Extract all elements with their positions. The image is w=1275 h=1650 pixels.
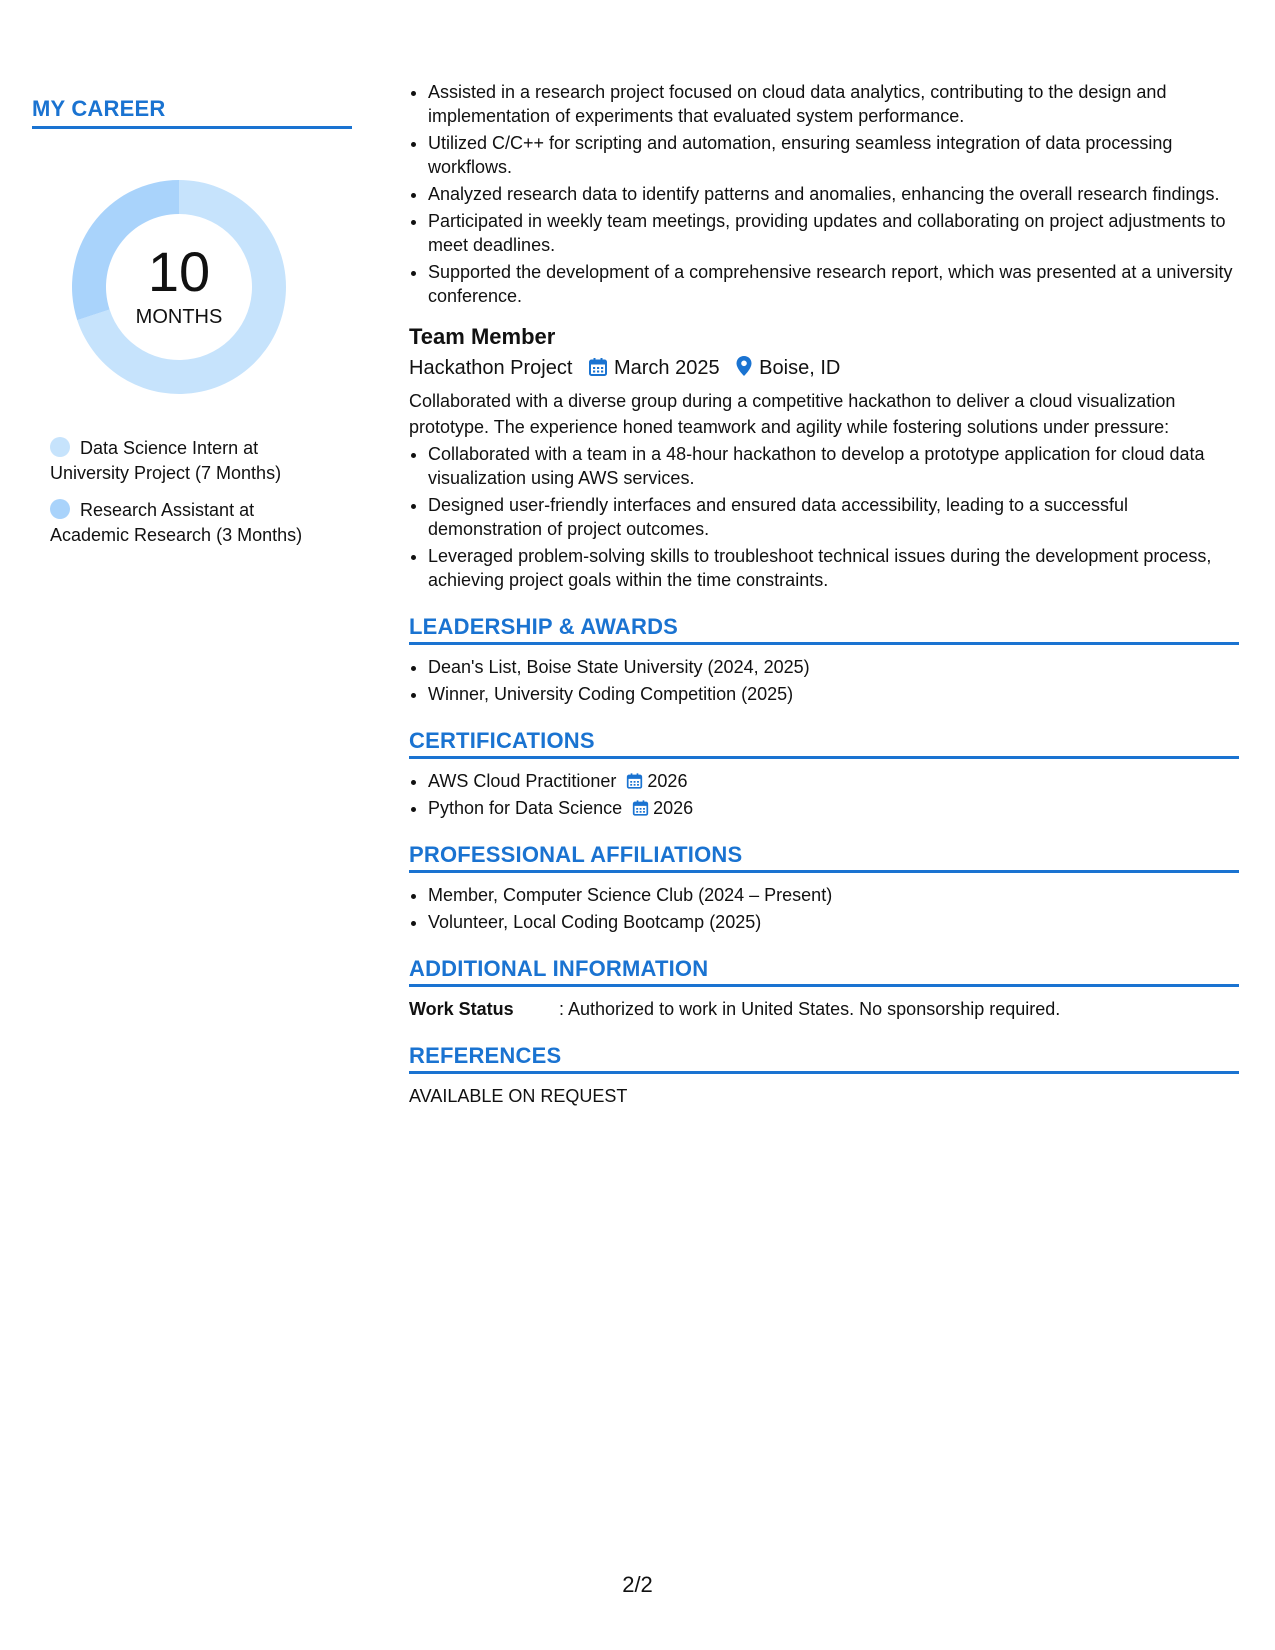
job-description: Collaborated with a diverse group during a competitive hackathon to deliver a cloud visualization prototype. The experience honed teamwork and agility while fostering solutions under pressure:: [409, 391, 1176, 437]
career-legend: [50, 436, 352, 548]
legend-label: Research Assistant at Academic Research (3 Months): [50, 500, 303, 545]
list-item: • Utilized C/C++ for scripting and automation, ensuring seamless integration of data processing workflows.: [428, 131, 1239, 179]
calendar-icon: [626, 772, 643, 790]
legend-dot: [50, 437, 70, 457]
job-title: Team Member: [409, 324, 556, 349]
leadership-section-title: LEADERSHIP & AWARDS: [409, 614, 1239, 645]
list-item: • Member, Computer Science Club (2024 – Present): [428, 883, 1239, 907]
page-number: 2/2: [622, 1572, 653, 1597]
main-column: [409, 80, 1239, 1108]
location-pin-icon: [735, 355, 753, 377]
list-item: • Assisted in a research project focused on cloud data analytics, contributing to the design and implementation of experiments that evaluated system performance.: [428, 80, 1239, 128]
job-location: Boise, ID: [759, 357, 841, 379]
list-item: • Winner, University Coding Competition (2025): [428, 682, 1239, 706]
cert-year: 2026: [647, 771, 688, 791]
job-meta: [409, 354, 1239, 382]
legend-dot: [50, 499, 70, 519]
calendar-icon: [632, 799, 649, 817]
work-status-row: [409, 997, 1239, 1021]
list-item: • Designed user-friendly interfaces and ensured data accessibility, leading to a successful demonstration of project outcomes.: [428, 493, 1239, 541]
list-item: [428, 769, 1239, 793]
legend-label: Data Science Intern at University Project (7 Months): [50, 438, 282, 483]
cert-name: Python for Data Science: [428, 798, 623, 818]
career-sidebar: [32, 96, 352, 560]
list-item: • Collaborated with a team in a 48-hour hackathon to develop a prototype application for cloud data visualization using AWS services.: [428, 442, 1239, 490]
list-item: • Supported the development of a comprehensive research report, which was presented at a university conference.: [428, 260, 1239, 308]
list-item: • Leveraged problem-solving skills to troubleshoot technical issues during the development process, achieving project goals within the time constraints.: [428, 544, 1239, 592]
total-months-unit: MONTHS: [135, 306, 223, 328]
job-org: Hackathon Project: [409, 357, 573, 379]
list-item: • Participated in weekly team meetings, providing updates and collaborating on project adjustments to meet deadlines.: [428, 209, 1239, 257]
work-status-value: : Authorized to work in United States. No sponsorship required.: [559, 999, 1061, 1019]
career-donut-chart: [66, 174, 292, 400]
legend-item: [50, 436, 330, 486]
career-section-title: MY CAREER: [32, 96, 352, 129]
references-section-title: REFERENCES: [409, 1043, 1239, 1074]
team-job-bullets: [409, 442, 1239, 592]
cert-year: 2026: [653, 798, 694, 818]
list-item: • Analyzed research data to identify patterns and anomalies, enhancing the overall research findings.: [428, 182, 1239, 206]
legend-item: [50, 498, 330, 548]
affiliations-section-title: PROFESSIONAL AFFILIATIONS: [409, 842, 1239, 873]
list-item: [428, 796, 1239, 820]
total-months-value: 10: [147, 240, 211, 303]
list-item: • Volunteer, Local Coding Bootcamp (2025): [428, 910, 1239, 934]
affiliations-list: [409, 883, 1239, 934]
certifications-section-title: CERTIFICATIONS: [409, 728, 1239, 759]
certifications-list: [409, 769, 1239, 820]
additional-info-section-title: ADDITIONAL INFORMATION: [409, 956, 1239, 987]
calendar-icon: [588, 357, 608, 377]
work-status-label: Work Status: [409, 999, 514, 1019]
prev-job-bullets: [409, 80, 1239, 308]
leadership-list: [409, 655, 1239, 706]
cert-name: AWS Cloud Practitioner: [428, 771, 617, 791]
references-text: AVAILABLE ON REQUEST: [409, 1086, 628, 1106]
list-item: • Dean's List, Boise State University (2024, 2025): [428, 655, 1239, 679]
job-date: March 2025: [613, 357, 720, 379]
